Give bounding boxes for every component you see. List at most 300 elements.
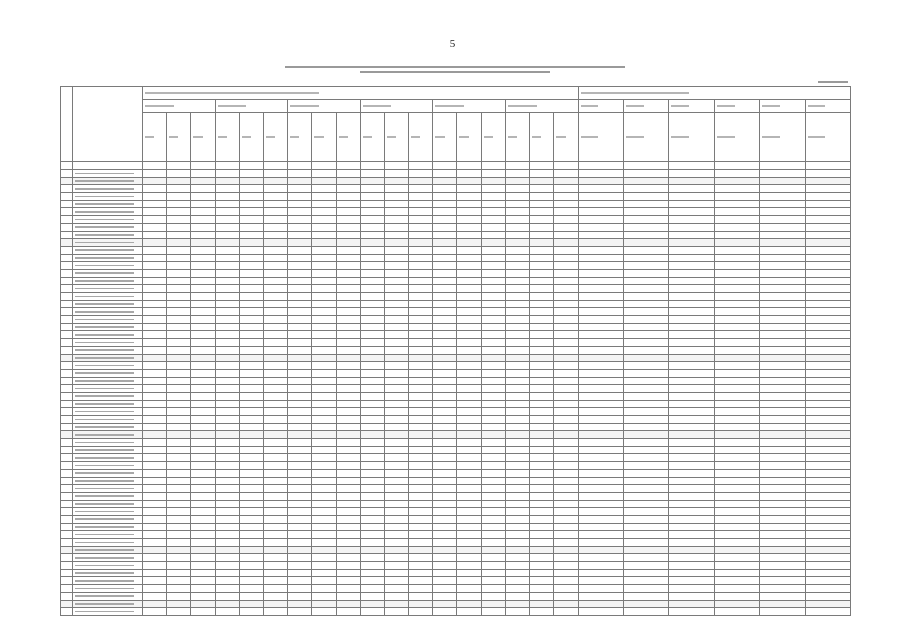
header-column-title xyxy=(288,113,312,162)
value-cell xyxy=(669,339,714,347)
value-cell xyxy=(239,354,263,362)
value-cell xyxy=(433,569,457,577)
value-cell xyxy=(263,339,287,347)
value-cell xyxy=(457,277,481,285)
value-cell xyxy=(457,592,481,600)
value-cell xyxy=(669,177,714,185)
value-cell xyxy=(191,231,215,239)
value-cell xyxy=(312,439,336,447)
value-cell xyxy=(805,293,850,301)
value-cell xyxy=(239,577,263,585)
value-cell xyxy=(288,193,312,201)
value-cell xyxy=(530,293,554,301)
value-cell xyxy=(409,462,433,470)
column-index-cell xyxy=(336,162,360,170)
value-cell xyxy=(215,246,239,254)
row-number-cell xyxy=(61,554,73,562)
value-cell xyxy=(669,362,714,370)
value-cell xyxy=(239,600,263,608)
value-cell xyxy=(760,500,805,508)
value-cell xyxy=(384,193,408,201)
value-cell xyxy=(578,439,623,447)
value-cell xyxy=(409,608,433,616)
row-name-cell xyxy=(73,477,143,485)
value-cell xyxy=(433,392,457,400)
table-row xyxy=(61,408,851,416)
value-cell xyxy=(312,523,336,531)
value-cell xyxy=(530,423,554,431)
value-cell xyxy=(481,562,505,570)
header-column-title xyxy=(433,113,457,162)
value-cell xyxy=(554,185,578,193)
row-number-cell xyxy=(61,346,73,354)
value-cell xyxy=(360,408,384,416)
value-cell xyxy=(312,323,336,331)
value-cell xyxy=(457,177,481,185)
value-cell xyxy=(409,577,433,585)
value-cell xyxy=(578,392,623,400)
value-cell xyxy=(530,500,554,508)
value-cell xyxy=(714,423,759,431)
value-cell xyxy=(505,500,529,508)
value-cell xyxy=(288,608,312,616)
value-cell xyxy=(505,416,529,424)
value-cell xyxy=(312,269,336,277)
value-cell xyxy=(433,185,457,193)
value-cell xyxy=(336,293,360,301)
value-cell xyxy=(312,392,336,400)
value-cell xyxy=(554,308,578,316)
value-cell xyxy=(433,492,457,500)
value-cell xyxy=(433,170,457,178)
value-cell xyxy=(143,577,167,585)
value-cell xyxy=(191,293,215,301)
value-cell xyxy=(360,346,384,354)
value-cell xyxy=(312,331,336,339)
value-cell xyxy=(409,492,433,500)
header-row-columns xyxy=(61,113,851,162)
value-cell xyxy=(554,369,578,377)
value-cell xyxy=(714,331,759,339)
value-cell xyxy=(215,439,239,447)
value-cell xyxy=(805,200,850,208)
row-name-cell xyxy=(73,277,143,285)
row-number-cell xyxy=(61,577,73,585)
value-cell xyxy=(805,285,850,293)
value-cell xyxy=(505,569,529,577)
row-number-cell xyxy=(61,285,73,293)
value-cell xyxy=(167,339,191,347)
value-cell xyxy=(409,200,433,208)
value-cell xyxy=(805,385,850,393)
value-cell xyxy=(805,600,850,608)
value-cell xyxy=(623,500,668,508)
value-cell xyxy=(360,193,384,201)
table-row xyxy=(61,339,851,347)
value-cell xyxy=(143,200,167,208)
row-number-cell xyxy=(61,454,73,462)
value-cell xyxy=(481,400,505,408)
value-cell xyxy=(578,523,623,531)
value-cell xyxy=(623,200,668,208)
value-cell xyxy=(760,185,805,193)
value-cell xyxy=(669,408,714,416)
value-cell xyxy=(312,592,336,600)
value-cell xyxy=(505,392,529,400)
value-cell xyxy=(384,600,408,608)
value-cell xyxy=(623,569,668,577)
row-number-cell xyxy=(61,223,73,231)
table-row xyxy=(61,492,851,500)
value-cell xyxy=(312,554,336,562)
value-cell xyxy=(760,231,805,239)
value-cell xyxy=(336,246,360,254)
value-cell xyxy=(191,485,215,493)
value-cell xyxy=(360,208,384,216)
value-cell xyxy=(433,339,457,347)
value-cell xyxy=(288,592,312,600)
value-cell xyxy=(191,446,215,454)
header-column-title xyxy=(143,113,167,162)
table-row xyxy=(61,323,851,331)
value-cell xyxy=(669,508,714,516)
value-cell xyxy=(360,362,384,370)
value-cell xyxy=(623,400,668,408)
column-index-cell xyxy=(714,162,759,170)
value-cell xyxy=(530,308,554,316)
table-row xyxy=(61,331,851,339)
value-cell xyxy=(457,515,481,523)
value-cell xyxy=(239,454,263,462)
value-cell xyxy=(530,600,554,608)
value-cell xyxy=(360,423,384,431)
table-group-row xyxy=(61,431,851,439)
value-cell xyxy=(384,477,408,485)
value-cell xyxy=(143,339,167,347)
value-cell xyxy=(215,423,239,431)
value-cell xyxy=(360,462,384,470)
value-cell xyxy=(360,254,384,262)
value-cell xyxy=(143,185,167,193)
value-cell xyxy=(215,546,239,554)
column-index-cell xyxy=(215,162,239,170)
value-cell xyxy=(669,585,714,593)
value-cell xyxy=(623,515,668,523)
value-cell xyxy=(384,346,408,354)
value-cell xyxy=(239,285,263,293)
value-cell xyxy=(239,392,263,400)
value-cell xyxy=(505,439,529,447)
value-cell xyxy=(360,485,384,493)
value-cell xyxy=(360,531,384,539)
value-cell xyxy=(143,246,167,254)
value-cell xyxy=(263,293,287,301)
value-cell xyxy=(457,300,481,308)
value-cell xyxy=(143,539,167,547)
value-cell xyxy=(505,600,529,608)
value-cell xyxy=(143,254,167,262)
value-cell xyxy=(312,223,336,231)
value-cell xyxy=(505,508,529,516)
value-cell xyxy=(263,569,287,577)
value-cell xyxy=(481,585,505,593)
value-cell xyxy=(554,492,578,500)
row-name-cell xyxy=(73,208,143,216)
value-cell xyxy=(336,385,360,393)
value-cell xyxy=(167,277,191,285)
value-cell xyxy=(143,408,167,416)
value-cell xyxy=(623,369,668,377)
value-cell xyxy=(714,293,759,301)
table-row xyxy=(61,231,851,239)
header-column-title xyxy=(312,113,336,162)
value-cell xyxy=(263,492,287,500)
value-cell xyxy=(336,531,360,539)
value-cell xyxy=(481,531,505,539)
row-name-cell xyxy=(73,515,143,523)
row-number-cell xyxy=(61,385,73,393)
value-cell xyxy=(239,246,263,254)
table-row xyxy=(61,369,851,377)
value-cell xyxy=(288,462,312,470)
value-cell xyxy=(530,577,554,585)
value-cell xyxy=(623,331,668,339)
value-cell xyxy=(409,392,433,400)
value-cell xyxy=(669,531,714,539)
row-number-cell xyxy=(61,362,73,370)
value-cell xyxy=(805,346,850,354)
value-cell xyxy=(336,269,360,277)
value-cell xyxy=(384,454,408,462)
value-cell xyxy=(669,223,714,231)
value-cell xyxy=(805,562,850,570)
value-cell xyxy=(578,277,623,285)
header-column-title xyxy=(669,113,714,162)
value-cell xyxy=(457,377,481,385)
value-cell xyxy=(623,539,668,547)
value-cell xyxy=(505,285,529,293)
value-cell xyxy=(167,177,191,185)
value-cell xyxy=(312,277,336,285)
row-number-cell xyxy=(61,539,73,547)
row-name-cell xyxy=(73,446,143,454)
value-cell xyxy=(143,431,167,439)
value-cell xyxy=(530,569,554,577)
value-cell xyxy=(191,177,215,185)
value-cell xyxy=(336,416,360,424)
value-cell xyxy=(239,193,263,201)
value-cell xyxy=(433,546,457,554)
value-cell xyxy=(263,546,287,554)
value-cell xyxy=(554,208,578,216)
value-cell xyxy=(481,523,505,531)
value-cell xyxy=(481,177,505,185)
value-cell xyxy=(167,369,191,377)
value-cell xyxy=(554,446,578,454)
value-cell xyxy=(805,323,850,331)
value-cell xyxy=(457,231,481,239)
value-cell xyxy=(505,592,529,600)
value-cell xyxy=(457,454,481,462)
value-cell xyxy=(714,300,759,308)
value-cell xyxy=(554,285,578,293)
value-cell xyxy=(578,354,623,362)
value-cell xyxy=(409,262,433,270)
value-cell xyxy=(530,416,554,424)
row-number-cell xyxy=(61,400,73,408)
value-cell xyxy=(336,400,360,408)
value-cell xyxy=(360,416,384,424)
value-cell xyxy=(143,216,167,224)
value-cell xyxy=(336,308,360,316)
value-cell xyxy=(530,477,554,485)
value-cell xyxy=(191,377,215,385)
value-cell xyxy=(215,515,239,523)
value-cell xyxy=(433,216,457,224)
value-cell xyxy=(505,185,529,193)
value-cell xyxy=(288,416,312,424)
table-row xyxy=(61,577,851,585)
value-cell xyxy=(191,354,215,362)
value-cell xyxy=(805,170,850,178)
value-cell xyxy=(384,446,408,454)
value-cell xyxy=(669,246,714,254)
value-cell xyxy=(263,170,287,178)
value-cell xyxy=(215,316,239,324)
value-cell xyxy=(505,554,529,562)
value-cell xyxy=(288,308,312,316)
value-cell xyxy=(409,477,433,485)
value-cell xyxy=(215,508,239,516)
value-cell xyxy=(433,585,457,593)
value-cell xyxy=(336,523,360,531)
value-cell xyxy=(760,177,805,185)
value-cell xyxy=(760,377,805,385)
value-cell xyxy=(312,200,336,208)
value-cell xyxy=(578,216,623,224)
value-cell xyxy=(312,446,336,454)
table-row xyxy=(61,608,851,616)
value-cell xyxy=(409,446,433,454)
value-cell xyxy=(312,546,336,554)
value-cell xyxy=(805,277,850,285)
value-cell xyxy=(433,346,457,354)
value-cell xyxy=(336,546,360,554)
value-cell xyxy=(336,231,360,239)
value-cell xyxy=(191,223,215,231)
value-cell xyxy=(336,592,360,600)
value-cell xyxy=(805,508,850,516)
value-cell xyxy=(143,177,167,185)
value-cell xyxy=(409,585,433,593)
value-cell xyxy=(143,239,167,247)
value-cell xyxy=(263,562,287,570)
value-cell xyxy=(215,216,239,224)
value-cell xyxy=(714,223,759,231)
row-number-cell xyxy=(61,208,73,216)
value-cell xyxy=(239,362,263,370)
value-cell xyxy=(505,323,529,331)
value-cell xyxy=(263,554,287,562)
value-cell xyxy=(288,385,312,393)
value-cell xyxy=(433,539,457,547)
value-cell xyxy=(457,569,481,577)
value-cell xyxy=(714,277,759,285)
value-cell xyxy=(433,331,457,339)
value-cell xyxy=(312,492,336,500)
table-row xyxy=(61,193,851,201)
value-cell xyxy=(215,269,239,277)
row-number-cell xyxy=(61,377,73,385)
value-cell xyxy=(623,439,668,447)
value-cell xyxy=(191,439,215,447)
header-subgroup xyxy=(360,100,433,113)
value-cell xyxy=(578,239,623,247)
value-cell xyxy=(215,600,239,608)
value-cell xyxy=(143,392,167,400)
value-cell xyxy=(481,185,505,193)
value-cell xyxy=(530,193,554,201)
value-cell xyxy=(481,392,505,400)
value-cell xyxy=(384,416,408,424)
value-cell xyxy=(805,515,850,523)
value-cell xyxy=(360,369,384,377)
value-cell xyxy=(312,562,336,570)
row-name-cell xyxy=(73,193,143,201)
value-cell xyxy=(505,462,529,470)
value-cell xyxy=(760,546,805,554)
value-cell xyxy=(336,508,360,516)
value-cell xyxy=(760,254,805,262)
value-cell xyxy=(457,400,481,408)
value-cell xyxy=(760,600,805,608)
value-cell xyxy=(481,239,505,247)
value-cell xyxy=(669,439,714,447)
value-cell xyxy=(623,254,668,262)
value-cell xyxy=(143,193,167,201)
row-name-cell xyxy=(73,462,143,470)
value-cell xyxy=(530,277,554,285)
value-cell xyxy=(554,554,578,562)
row-name-cell xyxy=(73,377,143,385)
value-cell xyxy=(215,446,239,454)
value-cell xyxy=(805,431,850,439)
row-number-cell xyxy=(61,562,73,570)
value-cell xyxy=(760,454,805,462)
value-cell xyxy=(288,577,312,585)
value-cell xyxy=(805,408,850,416)
value-cell xyxy=(457,392,481,400)
value-cell xyxy=(760,246,805,254)
row-name-cell xyxy=(73,269,143,277)
value-cell xyxy=(312,369,336,377)
header-column-title xyxy=(623,113,668,162)
value-cell xyxy=(384,377,408,385)
value-cell xyxy=(312,177,336,185)
value-cell xyxy=(167,554,191,562)
value-cell xyxy=(433,377,457,385)
value-cell xyxy=(288,200,312,208)
value-cell xyxy=(167,569,191,577)
value-cell xyxy=(312,185,336,193)
value-cell xyxy=(481,262,505,270)
header-column-title xyxy=(530,113,554,162)
value-cell xyxy=(433,269,457,277)
value-cell xyxy=(336,492,360,500)
value-cell xyxy=(530,385,554,393)
value-cell xyxy=(288,600,312,608)
value-cell xyxy=(312,462,336,470)
